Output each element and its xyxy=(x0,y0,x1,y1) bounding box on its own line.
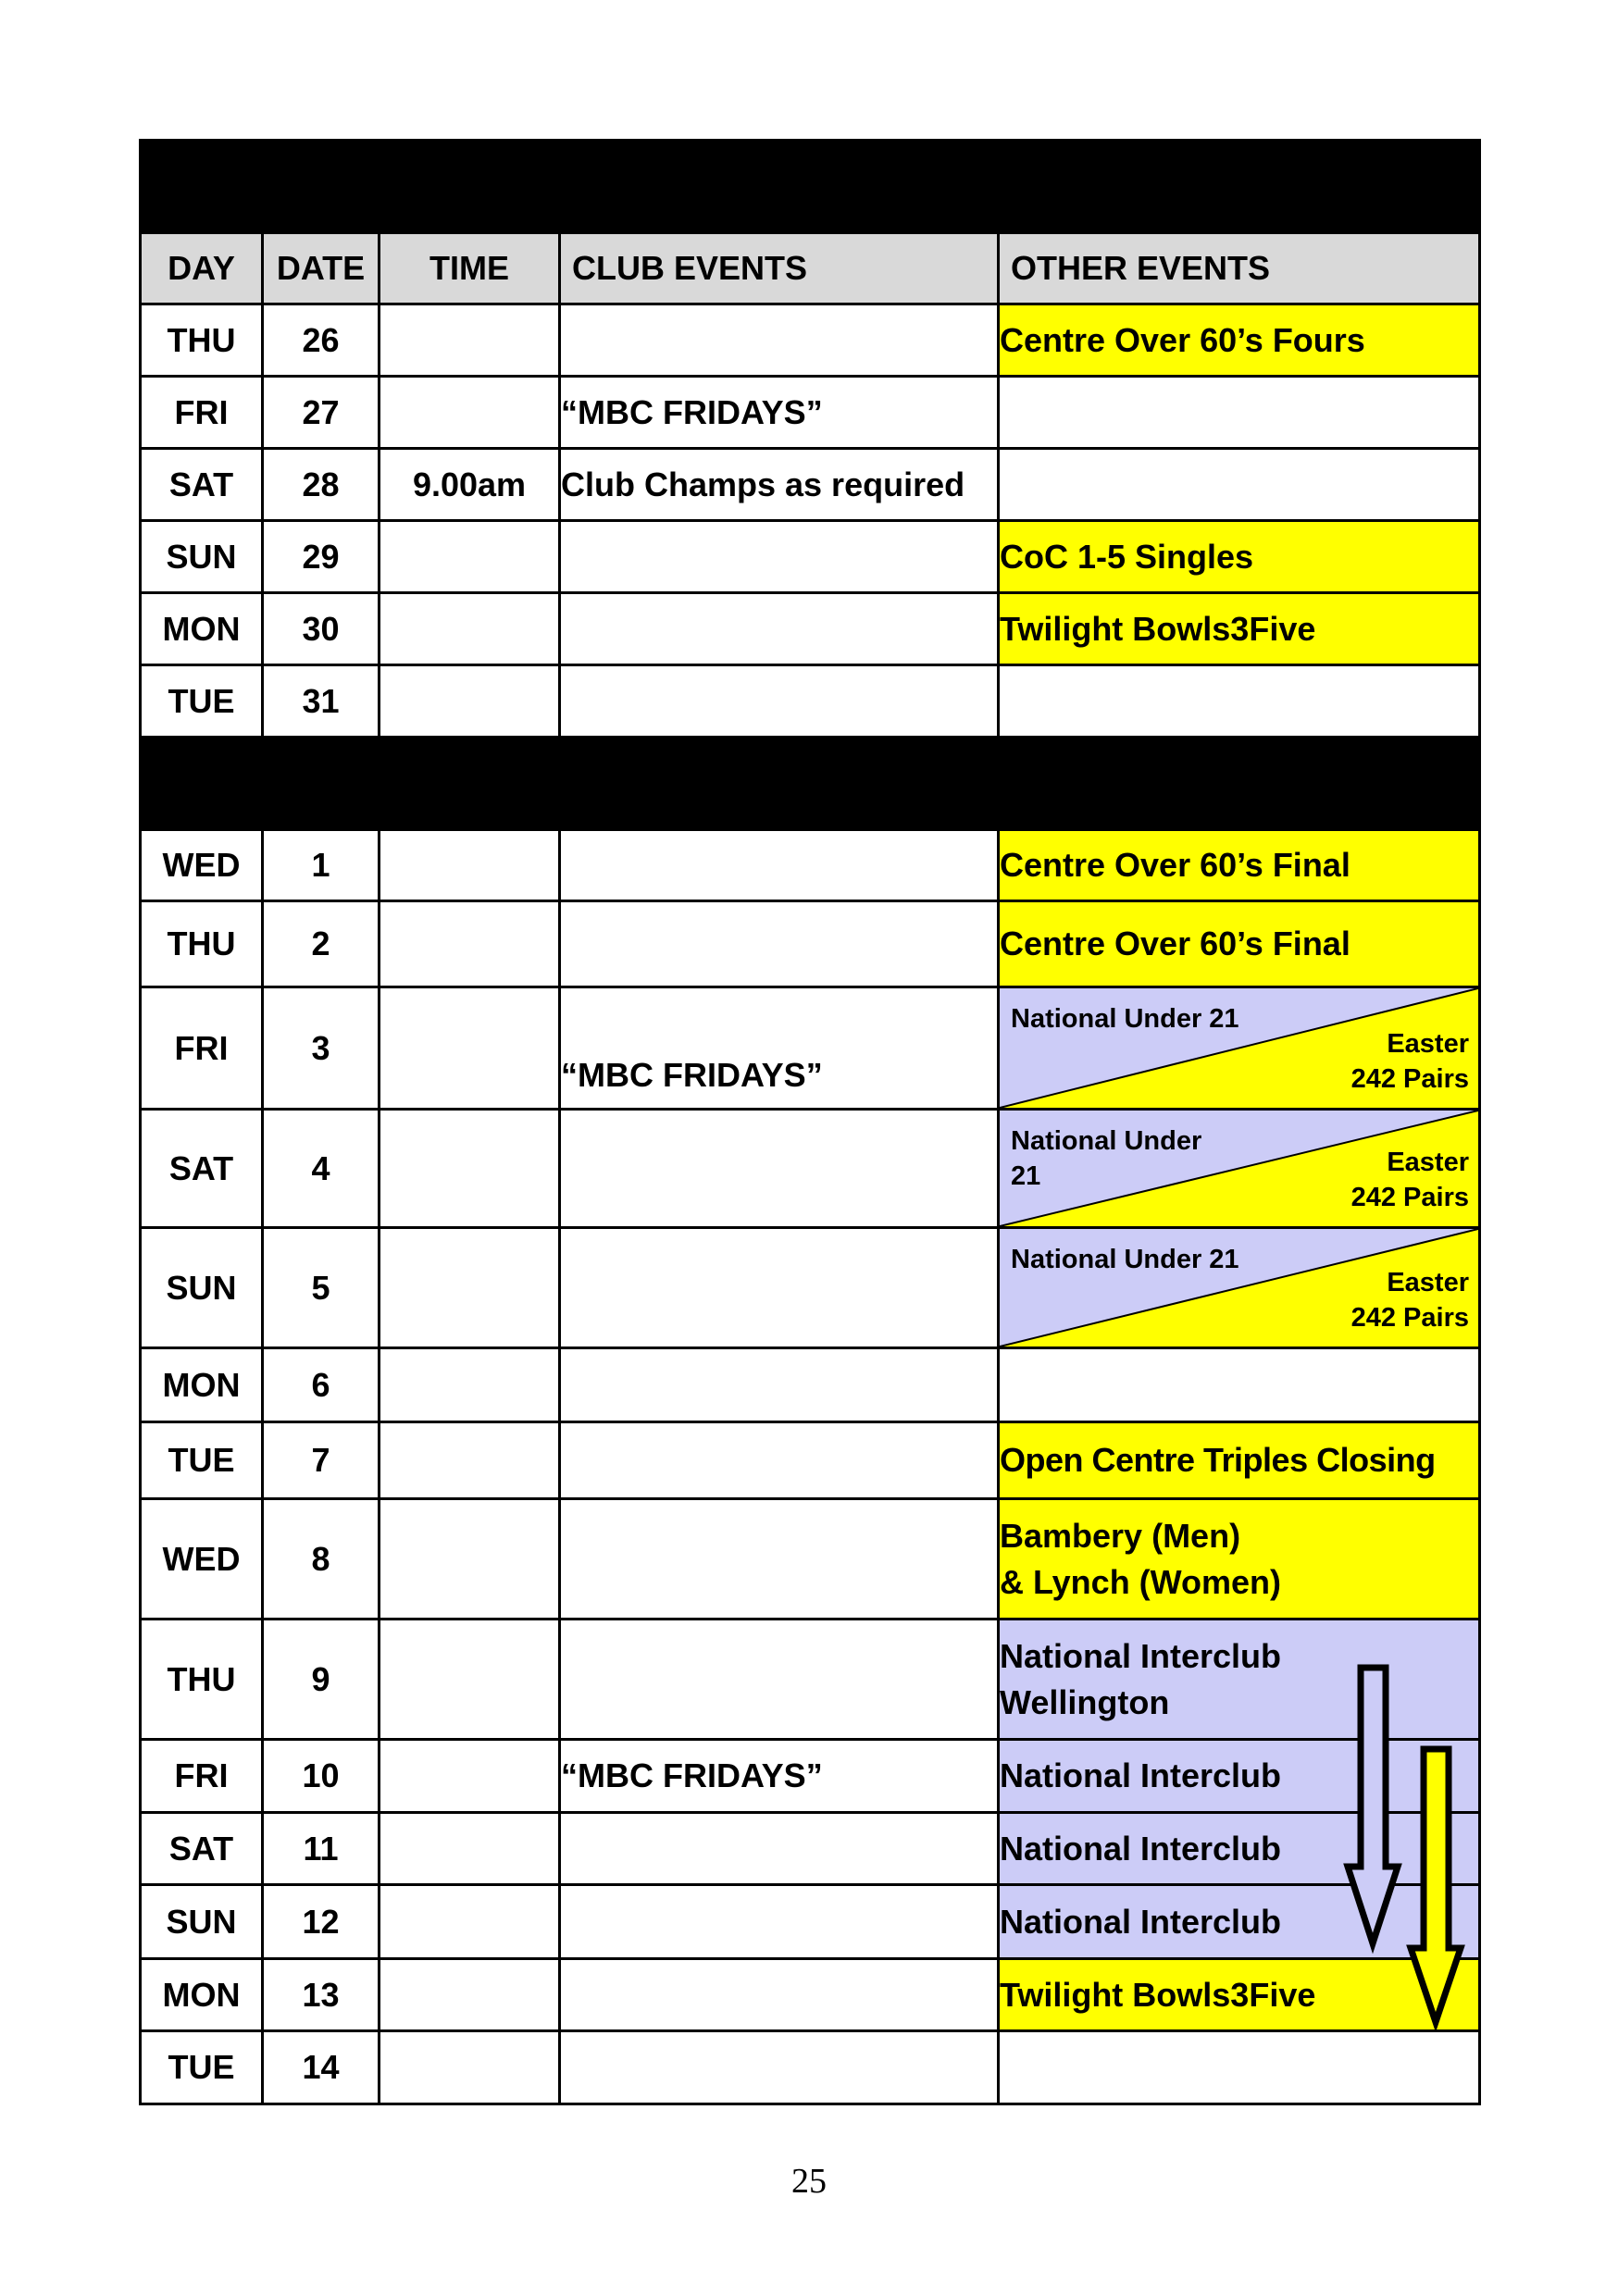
table-row xyxy=(141,1620,1480,1740)
club-event-cell: “MBC FRIDAYS” xyxy=(560,1740,999,1813)
other-event-cell xyxy=(999,2031,1480,2104)
day-cell: SAT xyxy=(141,1813,263,1885)
month-header-march xyxy=(141,141,1480,233)
split-lower-line-2: 242 Pairs xyxy=(1350,1064,1469,1094)
table-row xyxy=(141,1740,1480,1813)
calendar-sheet xyxy=(139,139,1478,2105)
date-cell: 9 xyxy=(263,1620,380,1740)
day-cell: TUE xyxy=(141,665,263,738)
column-header-date: DATE xyxy=(263,233,380,304)
column-header-day: DAY xyxy=(141,233,263,304)
time-cell xyxy=(380,1499,560,1620)
day-cell: THU xyxy=(141,901,263,987)
club-event-cell xyxy=(560,1885,999,1959)
time-cell xyxy=(380,1228,560,1348)
split-upper-event: National Under 21 xyxy=(1011,1245,1239,1274)
column-header-time: TIME xyxy=(380,233,560,304)
time-cell xyxy=(380,593,560,665)
other-event-cell: Twilight Bowls3Five xyxy=(999,593,1480,665)
date-cell: 12 xyxy=(263,1885,380,1959)
split-lower-line-2: 242 Pairs xyxy=(1350,1303,1469,1333)
date-cell: 26 xyxy=(263,304,380,377)
day-cell: WED xyxy=(141,1499,263,1620)
day-cell: SUN xyxy=(141,1228,263,1348)
club-event-cell xyxy=(560,901,999,987)
other-event-cell xyxy=(999,377,1480,449)
split-upper-event: National Under 21 xyxy=(1011,1004,1239,1034)
club-event-cell xyxy=(560,1228,999,1348)
time-cell xyxy=(380,377,560,449)
club-event-cell xyxy=(560,521,999,593)
date-cell: 1 xyxy=(263,830,380,901)
column-header-other-events: OTHER EVENTS xyxy=(999,233,1480,304)
month-title-march: MARCH 2026 xyxy=(141,141,1480,233)
date-cell: 31 xyxy=(263,665,380,738)
split-lower-line-1: Easter xyxy=(1387,1148,1469,1177)
time-cell xyxy=(380,830,560,901)
date-cell: 7 xyxy=(263,1422,380,1499)
time-cell xyxy=(380,1348,560,1422)
other-event-line-2: & Lynch (Women) xyxy=(1000,1562,1281,1601)
table-row xyxy=(141,830,1480,901)
day-cell: MON xyxy=(141,593,263,665)
time-cell xyxy=(380,665,560,738)
date-cell: 2 xyxy=(263,901,380,987)
time-cell: 9.00am xyxy=(380,449,560,521)
other-event-cell: Twilight Bowls3Five xyxy=(999,1959,1480,2031)
date-cell: 27 xyxy=(263,377,380,449)
other-event-cell: National Interclub xyxy=(999,1740,1480,1813)
club-event-cell xyxy=(560,593,999,665)
split-lower-line-2: 242 Pairs xyxy=(1350,1183,1469,1212)
day-cell: FRI xyxy=(141,1740,263,1813)
time-cell xyxy=(380,304,560,377)
split-event-cell xyxy=(999,1110,1480,1228)
other-event-cell xyxy=(999,449,1480,521)
other-event-cell: Centre Over 60’s Final xyxy=(999,901,1480,987)
other-event-cell: CoC 1-5 Singles xyxy=(999,521,1480,593)
split-lower-line-1: Easter xyxy=(1387,1029,1469,1059)
other-event-cell xyxy=(999,665,1480,738)
page-number: 25 xyxy=(791,2162,827,2201)
day-cell: FRI xyxy=(141,987,263,1110)
other-event-cell xyxy=(999,1620,1480,1740)
other-event-cell: Centre Over 60’s Final xyxy=(999,830,1480,901)
club-event-cell xyxy=(560,2031,999,2104)
other-event-line-1: National Interclub xyxy=(1000,1636,1282,1675)
date-cell: 28 xyxy=(263,449,380,521)
day-cell: MON xyxy=(141,1348,263,1422)
day-cell: WED xyxy=(141,830,263,901)
other-event-cell: Open Centre Triples Closing xyxy=(999,1422,1480,1499)
events-calendar-table xyxy=(139,139,1481,2105)
month-header-april xyxy=(141,738,1480,830)
day-cell: SAT xyxy=(141,449,263,521)
table-row xyxy=(141,1813,1480,1885)
column-header-club-events: CLUB EVENTS xyxy=(560,233,999,304)
club-event-cell xyxy=(560,304,999,377)
club-event-cell xyxy=(560,1959,999,2031)
other-event-cell: National Interclub xyxy=(999,1813,1480,1885)
time-cell xyxy=(380,1620,560,1740)
date-cell: 8 xyxy=(263,1499,380,1620)
split-lower-event xyxy=(1351,1145,1469,1215)
club-event-cell xyxy=(560,1499,999,1620)
day-cell: TUE xyxy=(141,1422,263,1499)
time-cell xyxy=(380,1422,560,1499)
club-event-cell xyxy=(560,665,999,738)
table-row xyxy=(141,1110,1480,1228)
date-cell: 6 xyxy=(263,1348,380,1422)
day-cell: FRI xyxy=(141,377,263,449)
day-cell: TUE xyxy=(141,2031,263,2104)
club-event-cell xyxy=(560,1813,999,1885)
day-cell: THU xyxy=(141,1620,263,1740)
time-cell xyxy=(380,1813,560,1885)
other-event-cell xyxy=(999,1499,1480,1620)
other-event-cell: National Interclub xyxy=(999,1885,1480,1959)
split-upper-event: National Under 21 xyxy=(1011,1126,1202,1191)
table-row xyxy=(141,987,1480,1110)
club-event-cell xyxy=(560,1620,999,1740)
day-cell: SAT xyxy=(141,1110,263,1228)
table-row xyxy=(141,593,1480,665)
split-event-cell xyxy=(999,1228,1480,1348)
club-event-cell: “MBC FRIDAYS” xyxy=(560,377,999,449)
time-cell xyxy=(380,2031,560,2104)
table-row xyxy=(141,1348,1480,1422)
split-lower-event xyxy=(1351,1265,1469,1335)
date-cell: 3 xyxy=(263,987,380,1110)
time-cell xyxy=(380,1110,560,1228)
day-cell: THU xyxy=(141,304,263,377)
other-event-line-2: Wellington xyxy=(1000,1682,1170,1721)
table-row xyxy=(141,1959,1480,2031)
time-cell xyxy=(380,1740,560,1813)
date-cell: 30 xyxy=(263,593,380,665)
date-cell: 13 xyxy=(263,1959,380,2031)
split-lower-line-1: Easter xyxy=(1387,1268,1469,1297)
table-row xyxy=(141,2031,1480,2104)
table-row xyxy=(141,901,1480,987)
club-event-cell xyxy=(560,830,999,901)
table-row xyxy=(141,449,1480,521)
date-cell: 11 xyxy=(263,1813,380,1885)
table-row xyxy=(141,377,1480,449)
other-event-line-1: Bambery (Men) xyxy=(1000,1516,1241,1555)
table-row xyxy=(141,521,1480,593)
club-event-cell: “MBC FRIDAYS” xyxy=(560,987,999,1110)
club-event-cell xyxy=(560,1348,999,1422)
table-row xyxy=(141,1499,1480,1620)
table-row xyxy=(141,1228,1480,1348)
time-cell xyxy=(380,1885,560,1959)
time-cell xyxy=(380,1959,560,2031)
split-lower-event xyxy=(1351,1026,1469,1097)
day-cell: SUN xyxy=(141,521,263,593)
other-event-cell xyxy=(999,1348,1480,1422)
table-row xyxy=(141,1885,1480,1959)
column-header-row xyxy=(141,233,1480,304)
date-cell: 4 xyxy=(263,1110,380,1228)
table-row xyxy=(141,665,1480,738)
date-cell: 10 xyxy=(263,1740,380,1813)
day-cell: SUN xyxy=(141,1885,263,1959)
date-cell: 5 xyxy=(263,1228,380,1348)
time-cell xyxy=(380,521,560,593)
time-cell xyxy=(380,901,560,987)
time-cell xyxy=(380,987,560,1110)
club-event-cell xyxy=(560,1110,999,1228)
date-cell: 29 xyxy=(263,521,380,593)
split-event-cell xyxy=(999,987,1480,1110)
club-event-cell: Club Champs as required xyxy=(560,449,999,521)
table-row xyxy=(141,1422,1480,1499)
table-row xyxy=(141,304,1480,377)
date-cell: 14 xyxy=(263,2031,380,2104)
other-event-cell: Centre Over 60’s Fours xyxy=(999,304,1480,377)
day-cell: MON xyxy=(141,1959,263,2031)
club-event-cell xyxy=(560,1422,999,1499)
month-title-april: APRIL 2026 xyxy=(141,738,1480,830)
